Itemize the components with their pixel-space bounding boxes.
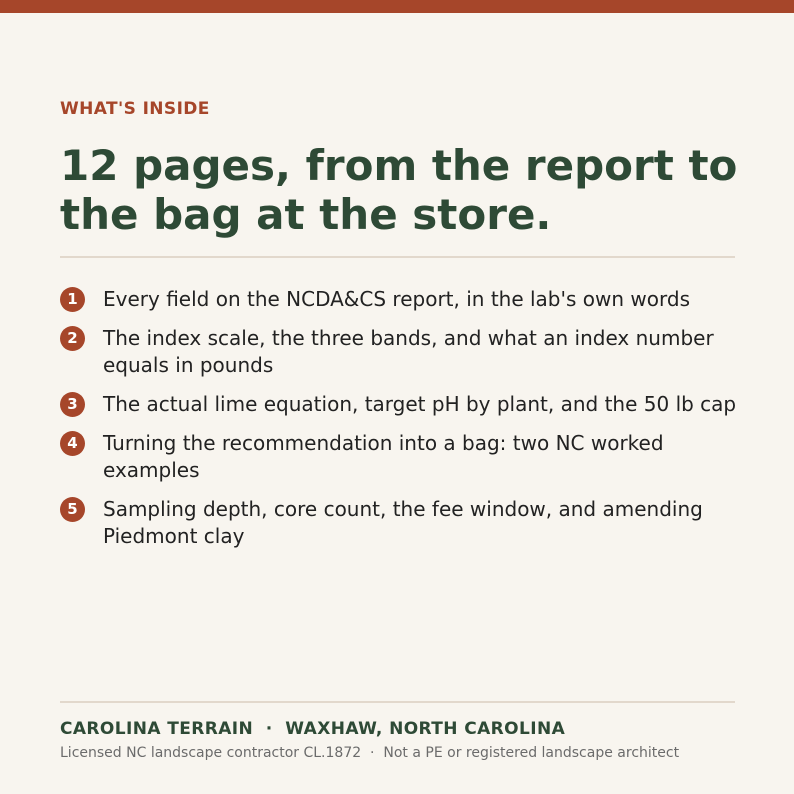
list-item-text: Sampling depth, core count, the fee window, and amending Piedmont clay — [103, 497, 703, 548]
list-item-text: The index scale, the three bands, and what an index number equals in pounds — [103, 326, 714, 377]
list-item-text: Turning the recommendation into a bag: two NC worked examples — [103, 431, 664, 482]
list-item — [60, 325, 740, 379]
number-badge: 5 — [60, 497, 85, 522]
list-item-text: The actual lime equation, target pH by plant, and the 50 lb cap — [103, 392, 737, 416]
footer-note: Licensed NC landscape contractor CL.1872 · Not a PE or registered landscape architect — [60, 745, 680, 761]
contents-list — [60, 286, 740, 562]
divider-top — [60, 256, 735, 258]
section-eyebrow: WHAT'S INSIDE — [60, 99, 210, 119]
list-item — [60, 391, 740, 418]
number-badge: 4 — [60, 431, 85, 456]
top-accent-bar — [0, 0, 794, 13]
list-item-text: Every field on the NCDA&CS report, in the lab's own words — [103, 287, 690, 311]
divider-bottom — [60, 701, 735, 703]
list-item — [60, 430, 740, 484]
page-title: 12 pages, from the report to the bag at the store. — [60, 141, 738, 239]
list-item — [60, 286, 740, 313]
number-badge: 1 — [60, 287, 85, 312]
number-badge: 2 — [60, 326, 85, 351]
list-item — [60, 496, 740, 550]
number-badge: 3 — [60, 392, 85, 417]
footer-brand: CAROLINA TERRAIN · WAXHAW, NORTH CAROLINA — [60, 719, 566, 739]
